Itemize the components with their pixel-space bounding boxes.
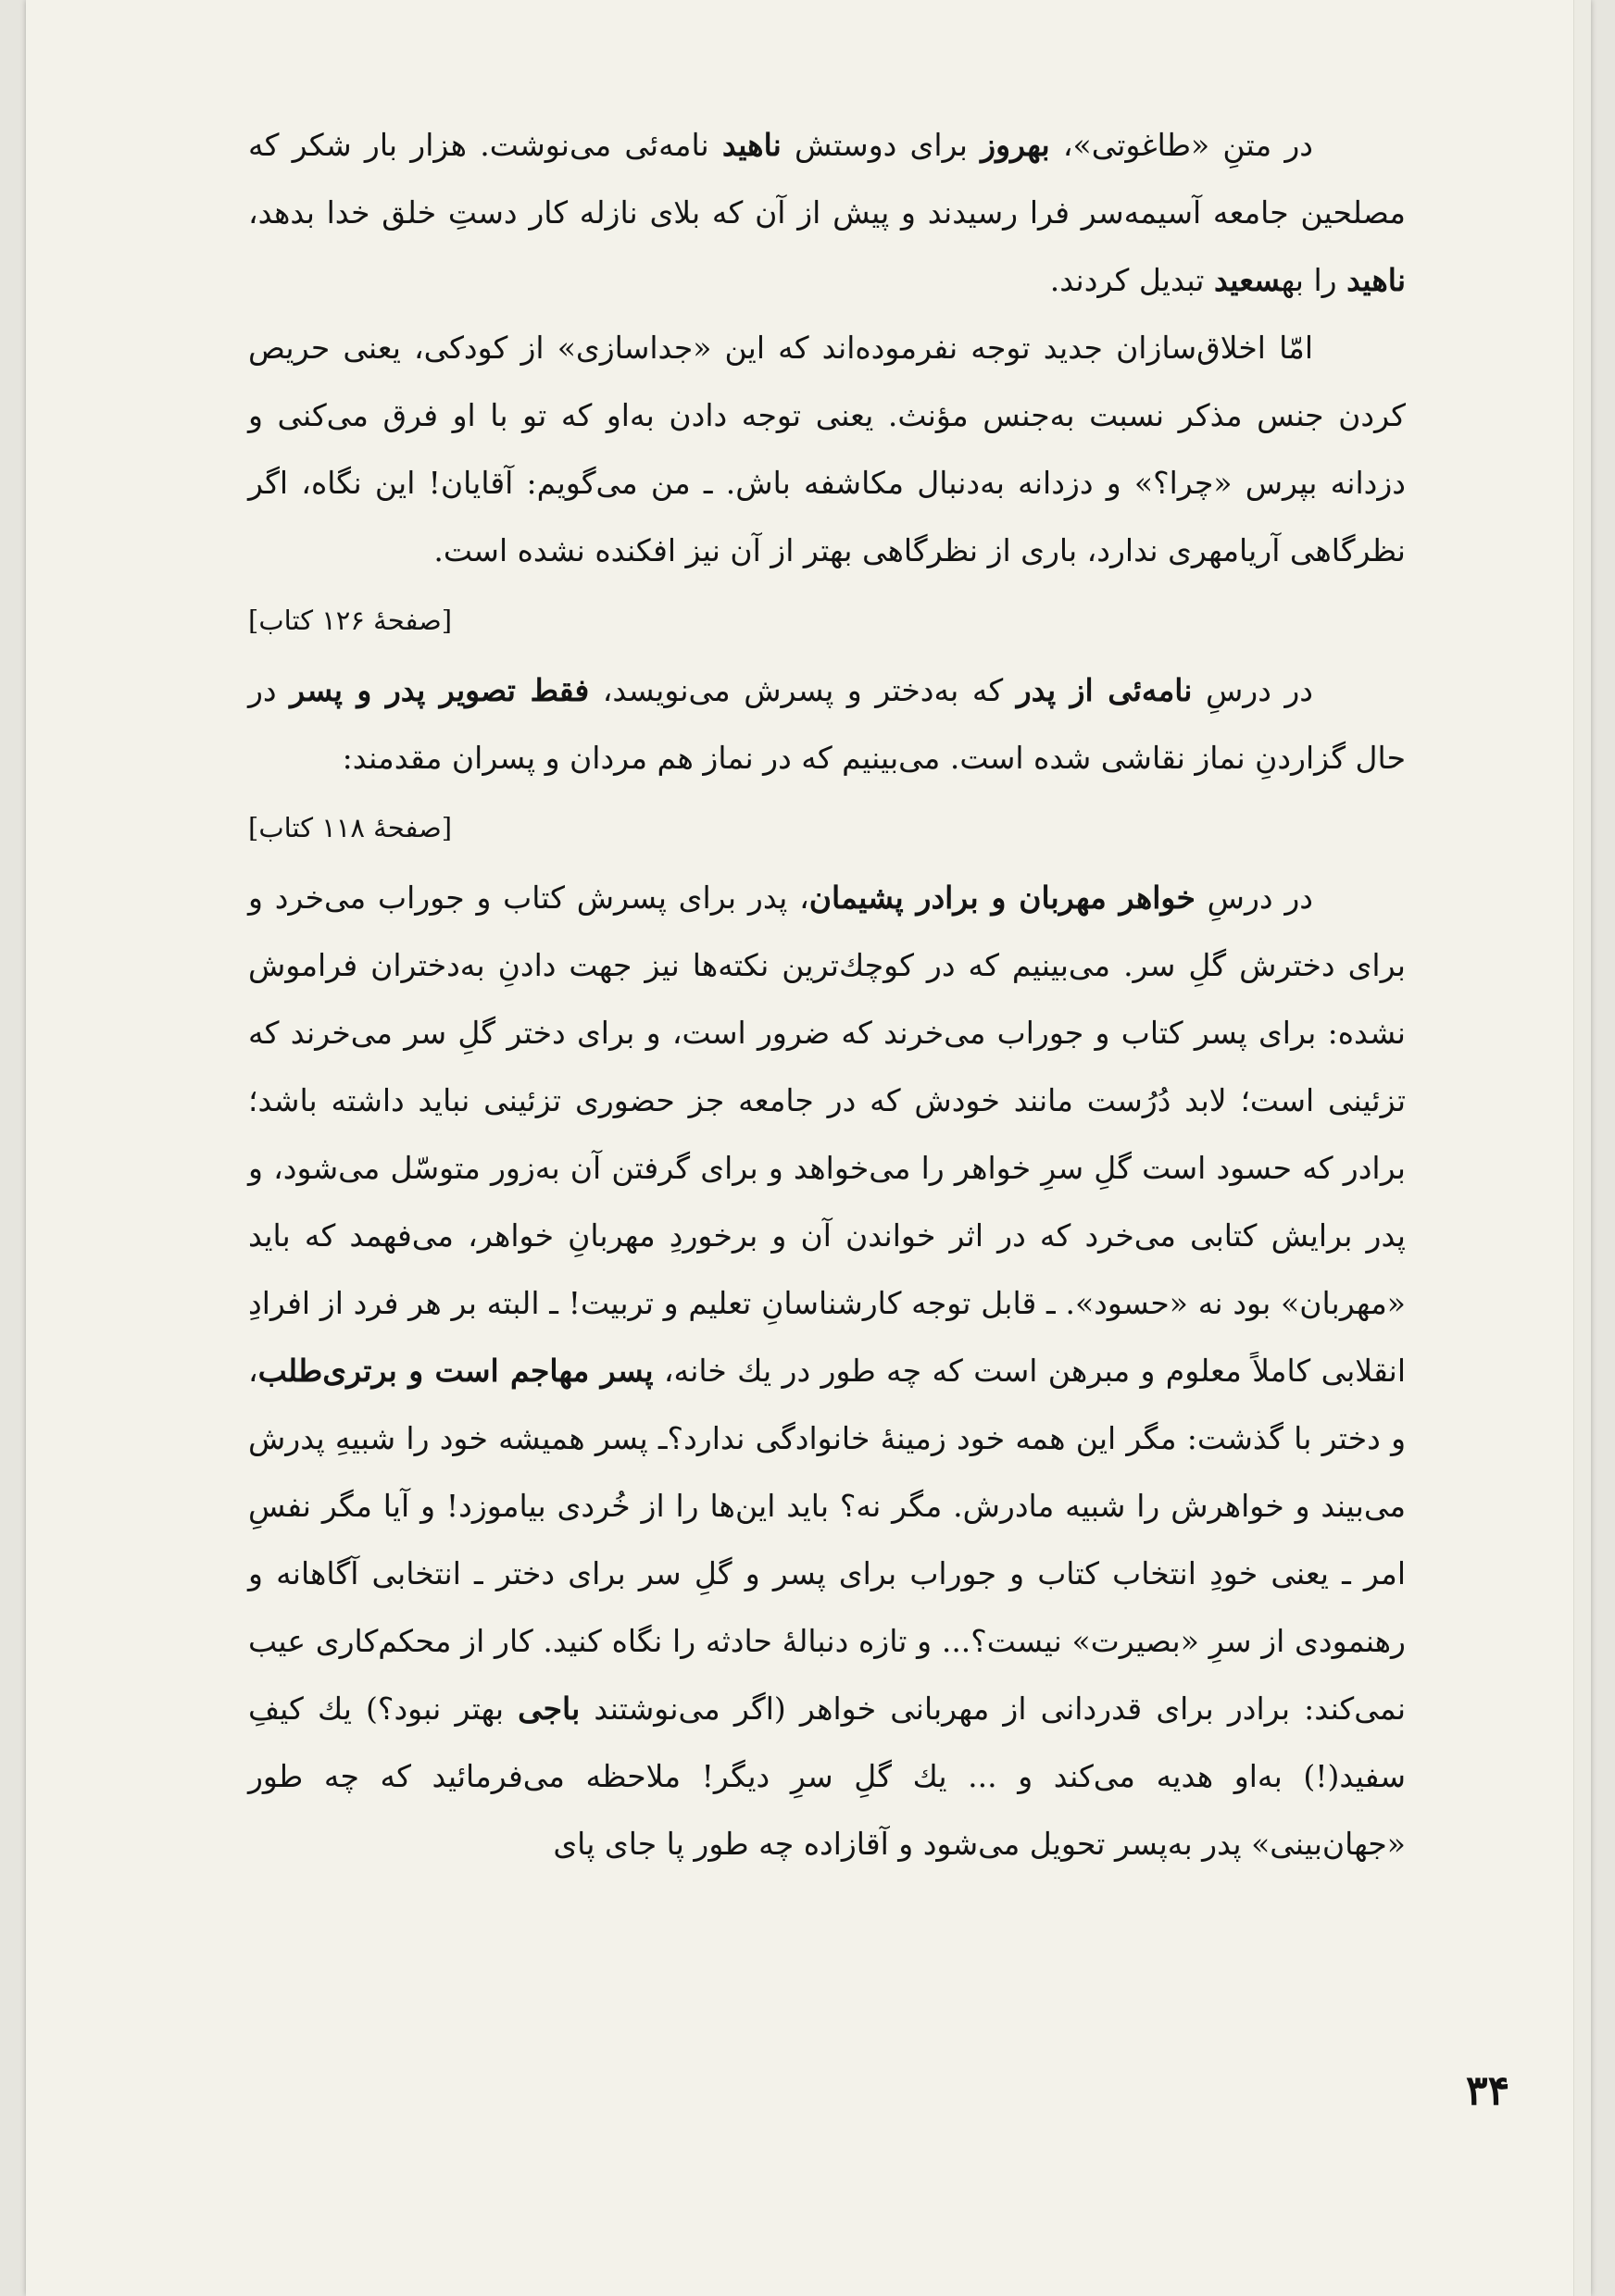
bold-text-run: ناهید — [721, 127, 782, 163]
page-reference-126: [صفحهٔ ۱۲۶ کتاب] — [248, 605, 453, 636]
text-run: را به — [1281, 262, 1347, 298]
text-run: ، و دختر با گذشت: مگر این همه خود زمینهٔ خانوادگی ندارد؟ـ پسر همیشه خود را شبیهِ پدرش می‌بیند و خواهرش را شبیه مادرش. مگر نه؟ باید این‌ها را از خُردی بیاموزد! و آیا مگر نفسِ امر ـ یعنی خودِ انتخاب کتاب و جوراب برای پسر و گلِ سر برای دختر ـ انتخابی آگاهانه و رهنمودی از سرِ «بصیرت» نیست؟... و تازه دنبالهٔ حادثه را نگاه کنید. کار از محکم‌کاری عیب نمی‌کند: برادر برای قدردانی از مهربانی خواهر (اگر می‌نوشتند — [248, 1353, 1407, 1727]
page-reference-118: [صفحهٔ ۱۱۸ کتاب] — [248, 812, 453, 843]
bold-text-run: نامه‌ئی از پدر — [1016, 672, 1193, 708]
text-run: در درسِ — [1195, 880, 1314, 916]
text-run: ، پدر برای پسرش کتاب و جوراب می‌خرد و برای دخترش گلِ سر. می‌بینیم که در کوچك‌ترین نکته‌ها نیز جهت دادنِ به‌دختران فراموش نشده: برای پسر کتاب و جوراب می‌خرند که ضرور است، و برای دختر گلِ سر می‌خرند که تزئینی است؛ لابد دُرُست مانند خودش که در جامعه جز حضوری تزئینی نباید داشته باشد؛ برادر که حسود است گلِ سرِ خواهر را می‌خواهد و برای گرفتن آن به‌زور متوسّل می‌شود، و پدر برایش کتابی می‌خرد که در اثر خواندن آن و برخوردِ مهربانِ خواهر، می‌فهمد که باید «مهربان» بود نه «حسود». ـ قابل توجه کارشناسانِ تعلیم و تربیت! ـ البته بر هر فرد از افرادِ انقلابی کاملاً معلوم و مبرهن است که چه طور در یك خانه، — [248, 880, 1406, 1389]
bold-text-run: خواهر مهربان و برادر پشیمان — [808, 880, 1196, 916]
bold-text-run: بهروز — [981, 127, 1050, 163]
paragraph-nameh-az-pedar — [248, 656, 1406, 792]
bold-text-run: پسر مهاجم است و برتری‌طلب — [257, 1353, 654, 1389]
text-run: بهتر نبود؟) یك کیفِ سفید(!) به‌او هدیه می‌کند و ... یك گلِ سرِ دیگر! ملاحظه می‌فرمائید که چه طور «جهان‌بینی» پدر به‌پسر تحویل می‌شود و آقازاده چه طور پا جای پای — [248, 1691, 1406, 1862]
bold-text-run: ناهید — [1346, 262, 1406, 298]
text-run: برای دوستش — [781, 127, 982, 163]
text-run: در حال گزاردنِ نماز نقاشی شده است. می‌بینیم که در نماز هم مردان و پسران مقدمند: — [248, 672, 1406, 776]
text-run: نامه‌ئی می‌نوشت. هزار بار شکر که مصلحین جامعه آسیمه‌سر فرا رسیدند و پیش از آن که بلای نازله کار دستِ خلق خدا بدهد، — [248, 127, 1406, 231]
paragraph-akhlagh-sazan — [248, 314, 1406, 584]
body-text — [248, 111, 1406, 1878]
text-run: در درسِ — [1192, 672, 1313, 708]
paragraph-taghuti — [248, 111, 1406, 314]
text-run: در متنِ «طاغوتی»، — [1049, 127, 1314, 163]
bold-text-run: فقط تصویر پدر و پسر — [290, 672, 590, 708]
page-number: ۳۴ — [1466, 2067, 1510, 2115]
text-run: که به‌دختر و پسرش می‌نویسد، — [589, 672, 1017, 708]
bold-text-run: باجی — [518, 1691, 581, 1727]
text-run: تبدیل کردند. — [1049, 262, 1214, 298]
paragraph-khahar-mehraban — [248, 864, 1406, 1878]
text-run: امّا اخلاق‌سازان جدید توجه نفرموده‌اند که این «جداسازی» از کودکی، یعنی حریص کردن جنس مذکر نسبت به‌جنس مؤنث. یعنی توجه دادن به‌او که تو با او فرق می‌کنی و دزدانه بپرس «چرا؟» و دزدانه به‌دنبال مکاشفه باش. ـ من می‌گویم: آقایان! این نگاه، اگر نظرگاهی آریامهری ندارد، باری از نظرگاهی بهتر از آن نیز افکنده نشده است. — [248, 330, 1406, 568]
book-page — [26, 0, 1591, 2296]
page-edge — [1573, 0, 1591, 2296]
bold-text-run: سعید — [1213, 262, 1282, 298]
